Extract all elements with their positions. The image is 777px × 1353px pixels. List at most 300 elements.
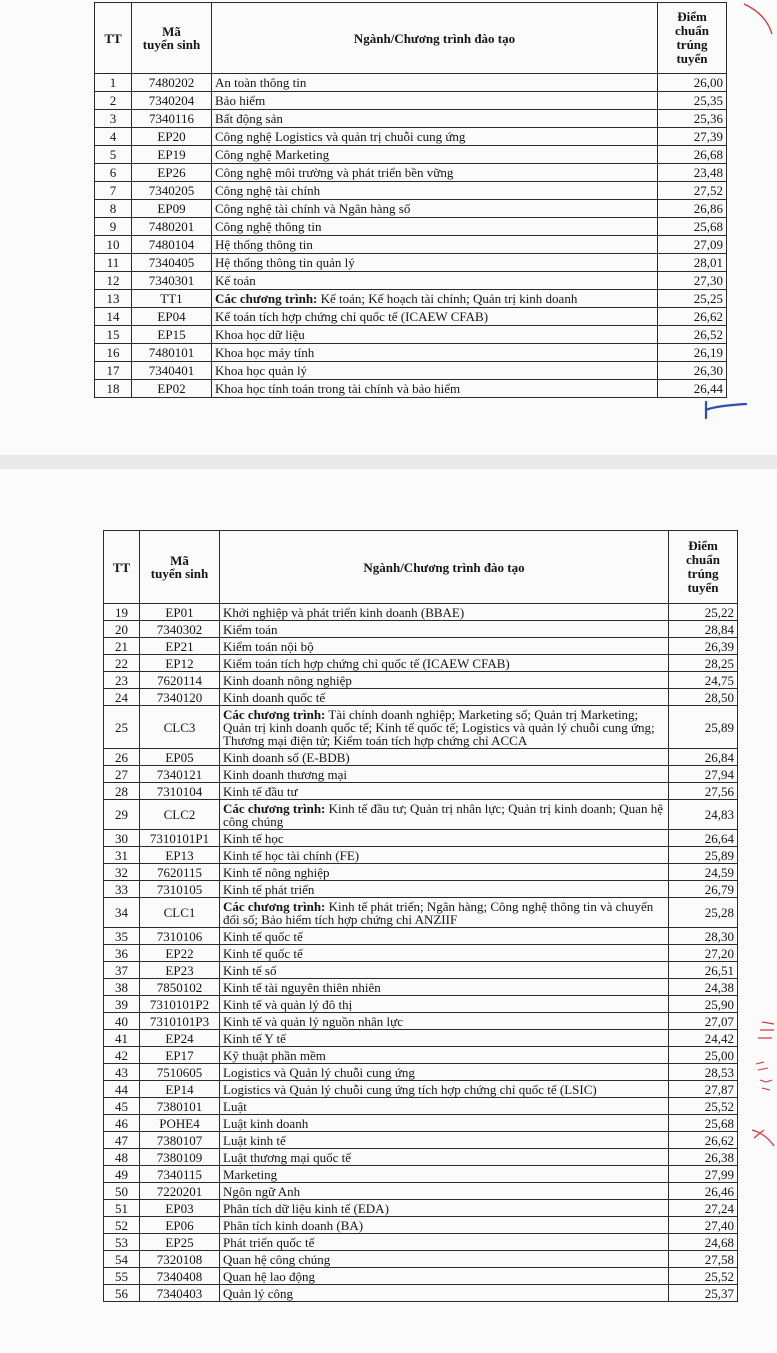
row-score: 28,50	[669, 689, 738, 706]
row-code: 7340301	[132, 272, 212, 290]
row-program: Marketing	[220, 1166, 669, 1183]
row-code: 7380101	[140, 1098, 220, 1115]
row-code: EP12	[140, 655, 220, 672]
page-sheet-1	[0, 0, 777, 455]
row-code: EP13	[140, 847, 220, 864]
row-program: Luật thương mại quốc tế	[220, 1149, 669, 1166]
row-tt: 55	[104, 1268, 140, 1285]
row-score: 24,38	[669, 979, 738, 996]
header-program: Ngành/Chương trình đào tạo	[212, 3, 658, 74]
row-tt: 25	[104, 706, 140, 749]
table-row	[95, 326, 727, 344]
row-tt: 12	[95, 272, 132, 290]
header-program: Ngành/Chương trình đào tạo	[220, 531, 669, 604]
row-program: Phân tích kinh doanh (BA)	[220, 1217, 669, 1234]
row-tt: 37	[104, 962, 140, 979]
table-row	[104, 655, 738, 672]
row-tt: 17	[95, 362, 132, 380]
row-code: EP02	[132, 380, 212, 398]
row-score: 27,94	[669, 766, 738, 783]
table-row	[104, 1200, 738, 1217]
row-program: Kinh tế và quản lý đô thị	[220, 996, 669, 1013]
row-program: Kiểm toán	[220, 621, 669, 638]
table-row	[104, 1268, 738, 1285]
row-code: 7340401	[132, 362, 212, 380]
row-code: EP01	[140, 604, 220, 621]
table-row	[95, 254, 727, 272]
row-code: 7480201	[132, 218, 212, 236]
header-tt: TT	[95, 3, 132, 74]
row-code: 7340408	[140, 1268, 220, 1285]
row-tt: 24	[104, 689, 140, 706]
header-tt: TT	[104, 531, 140, 604]
row-score: 26,30	[658, 362, 727, 380]
row-program: An toàn thông tin	[212, 74, 658, 92]
row-score: 25,35	[658, 92, 727, 110]
row-tt: 21	[104, 638, 140, 655]
header-score: Điểm chuẩn trúng tuyển	[658, 3, 727, 74]
table-row	[104, 604, 738, 621]
row-score: 28,30	[669, 928, 738, 945]
row-program: Luật	[220, 1098, 669, 1115]
row-code: 7620114	[140, 672, 220, 689]
row-code: 7340403	[140, 1285, 220, 1302]
row-code: CLC3	[140, 706, 220, 749]
row-score: 26,79	[669, 881, 738, 898]
row-code: 7340121	[140, 766, 220, 783]
row-tt: 5	[95, 146, 132, 164]
row-score: 27,40	[669, 1217, 738, 1234]
row-tt: 41	[104, 1030, 140, 1047]
program-group-prefix: Các chương trình:	[223, 898, 326, 914]
row-tt: 43	[104, 1064, 140, 1081]
table-header-row	[104, 531, 738, 604]
row-tt: 8	[95, 200, 132, 218]
row-code: 7310101P2	[140, 996, 220, 1013]
row-score: 25,68	[658, 218, 727, 236]
row-code: 7510605	[140, 1064, 220, 1081]
row-code: EP05	[140, 749, 220, 766]
row-program: Khoa học tính toán trong tài chính và bảo hiểm	[212, 380, 658, 398]
row-score: 28,84	[669, 621, 738, 638]
row-score: 27,07	[669, 1013, 738, 1030]
row-code: 7480101	[132, 344, 212, 362]
row-program: Hệ thống thông tin	[212, 236, 658, 254]
row-program: Quản lý công	[220, 1285, 669, 1302]
row-tt: 46	[104, 1115, 140, 1132]
row-score: 26,86	[658, 200, 727, 218]
row-tt: 40	[104, 1013, 140, 1030]
row-tt: 6	[95, 164, 132, 182]
table-row	[104, 766, 738, 783]
row-tt: 31	[104, 847, 140, 864]
row-program: Kế toán	[212, 272, 658, 290]
table-row	[95, 110, 727, 128]
row-tt: 56	[104, 1285, 140, 1302]
red-pen-stroke-icon	[738, 0, 777, 40]
row-program: Kinh tế Y tế	[220, 1030, 669, 1047]
row-tt: 29	[104, 800, 140, 830]
row-tt: 28	[104, 783, 140, 800]
table-row	[104, 864, 738, 881]
row-program: Kiểm toán nội bộ	[220, 638, 669, 655]
row-program: Kiểm toán tích hợp chứng chỉ quốc tế (ICAEW CFAB)	[220, 655, 669, 672]
row-program: Logistics và Quản lý chuỗi cung ứng	[220, 1064, 669, 1081]
row-score: 25,68	[669, 1115, 738, 1132]
row-program: Kế toán tích hợp chứng chỉ quốc tế (ICAEW CFAB)	[212, 308, 658, 326]
table-row	[104, 638, 738, 655]
row-program: Luật kinh doanh	[220, 1115, 669, 1132]
row-code: EP22	[140, 945, 220, 962]
row-score: 26,44	[658, 380, 727, 398]
table-row	[95, 380, 727, 398]
row-score: 27,56	[669, 783, 738, 800]
header-score: Điểm chuẩn trúng tuyển	[669, 531, 738, 604]
table-row	[95, 344, 727, 362]
row-tt: 47	[104, 1132, 140, 1149]
row-tt: 36	[104, 945, 140, 962]
program-group-list: Tài chính doanh nghiệp; Marketing số; Quản trị Marketing; Quản trị kinh doanh quốc tế; Kinh tế quốc tế; Logistics và quản lý chuỗi cung ứng; Thương mại điện tử; Kiểm toán tích hợp chứng chỉ ACCA	[223, 706, 655, 748]
row-code: 7340302	[140, 621, 220, 638]
row-code: 7340205	[132, 182, 212, 200]
row-tt: 33	[104, 881, 140, 898]
row-tt: 51	[104, 1200, 140, 1217]
header-code: Mã tuyển sinh	[132, 3, 212, 74]
row-tt: 16	[95, 344, 132, 362]
row-score: 28,01	[658, 254, 727, 272]
row-code: EP20	[132, 128, 212, 146]
row-program	[212, 290, 658, 308]
row-program: Phân tích dữ liệu kinh tế (EDA)	[220, 1200, 669, 1217]
row-tt: 20	[104, 621, 140, 638]
row-tt: 9	[95, 218, 132, 236]
row-score: 27,39	[658, 128, 727, 146]
row-code: EP09	[132, 200, 212, 218]
row-tt: 49	[104, 1166, 140, 1183]
row-program: Kỹ thuật phần mềm	[220, 1047, 669, 1064]
row-code: 7340405	[132, 254, 212, 272]
row-program: Kinh tế học	[220, 830, 669, 847]
row-score: 24,59	[669, 864, 738, 881]
row-tt: 13	[95, 290, 132, 308]
table-row	[104, 830, 738, 847]
admission-table-2	[103, 530, 738, 1302]
row-program: Kinh tế đầu tư	[220, 783, 669, 800]
row-tt: 30	[104, 830, 140, 847]
row-code: EP14	[140, 1081, 220, 1098]
row-code: 7340115	[140, 1166, 220, 1183]
row-score: 26,62	[658, 308, 727, 326]
table-row	[104, 1081, 738, 1098]
row-score: 25,28	[669, 898, 738, 928]
row-program: Kinh tế phát triển	[220, 881, 669, 898]
row-program: Kinh tế quốc tế	[220, 928, 669, 945]
row-program: Bảo hiểm	[212, 92, 658, 110]
row-score: 27,52	[658, 182, 727, 200]
table-row	[104, 749, 738, 766]
row-program: Quan hệ lao động	[220, 1268, 669, 1285]
row-program: Kinh doanh quốc tế	[220, 689, 669, 706]
row-code: EP04	[132, 308, 212, 326]
row-tt: 39	[104, 996, 140, 1013]
table-row	[104, 621, 738, 638]
program-group-prefix: Các chương trình:	[223, 800, 326, 816]
row-program: Khởi nghiệp và phát triển kinh doanh (BBAE)	[220, 604, 669, 621]
row-score: 27,30	[658, 272, 727, 290]
row-program	[220, 800, 669, 830]
row-code: 7340204	[132, 92, 212, 110]
row-code: 7340116	[132, 110, 212, 128]
table-row	[95, 290, 727, 308]
header-code: Mã tuyển sinh	[140, 531, 220, 604]
table-row	[95, 182, 727, 200]
row-program: Ngôn ngữ Anh	[220, 1183, 669, 1200]
table-row	[104, 881, 738, 898]
row-tt: 18	[95, 380, 132, 398]
row-code: 7480104	[132, 236, 212, 254]
table-row	[95, 164, 727, 182]
table-row	[104, 706, 738, 749]
program-group-list: Kinh tế phát triển; Ngân hàng; Công nghệ thông tin và chuyển đổi số; Bảo hiểm tích hợp chứng chỉ ANZIIF	[223, 898, 654, 927]
row-program: Kinh tế tài nguyên thiên nhiên	[220, 979, 669, 996]
row-program: Hệ thống thông tin quản lý	[212, 254, 658, 272]
row-code: 7310101P1	[140, 830, 220, 847]
row-program: Khoa học dữ liệu	[212, 326, 658, 344]
row-code: 7320108	[140, 1251, 220, 1268]
row-code: EP21	[140, 638, 220, 655]
row-code: EP17	[140, 1047, 220, 1064]
row-tt: 7	[95, 182, 132, 200]
row-score: 26,68	[658, 146, 727, 164]
row-program: Kinh tế số	[220, 962, 669, 979]
row-tt: 10	[95, 236, 132, 254]
row-score: 25,36	[658, 110, 727, 128]
table-row	[104, 945, 738, 962]
table-row	[104, 1098, 738, 1115]
row-score: 24,68	[669, 1234, 738, 1251]
table-row	[95, 200, 727, 218]
row-tt: 48	[104, 1149, 140, 1166]
table-row	[104, 1285, 738, 1302]
row-tt: 38	[104, 979, 140, 996]
row-code: EP24	[140, 1030, 220, 1047]
row-score: 25,52	[669, 1098, 738, 1115]
row-program: Công nghệ Logistics và quản trị chuỗi cung ứng	[212, 128, 658, 146]
row-score: 25,25	[658, 290, 727, 308]
row-code: EP26	[132, 164, 212, 182]
row-program: Công nghệ môi trường và phát triển bền vững	[212, 164, 658, 182]
row-program: Kinh tế học tài chính (FE)	[220, 847, 669, 864]
row-score: 26,46	[669, 1183, 738, 1200]
row-score: 27,24	[669, 1200, 738, 1217]
table-row	[95, 362, 727, 380]
row-program: Kinh tế nông nghiệp	[220, 864, 669, 881]
table-row	[104, 1013, 738, 1030]
table-row	[104, 689, 738, 706]
row-tt: 2	[95, 92, 132, 110]
row-code: 7620115	[140, 864, 220, 881]
table-row	[104, 783, 738, 800]
table-row	[104, 898, 738, 928]
row-program: Logistics và Quản lý chuỗi cung ứng tích hợp chứng chỉ quốc tế (LSIC)	[220, 1081, 669, 1098]
table-row	[95, 92, 727, 110]
row-score: 25,52	[669, 1268, 738, 1285]
table-row	[104, 800, 738, 830]
row-score: 25,00	[669, 1047, 738, 1064]
row-code: POHE4	[140, 1115, 220, 1132]
table-row	[95, 236, 727, 254]
row-score: 27,87	[669, 1081, 738, 1098]
row-code: 7310105	[140, 881, 220, 898]
row-tt: 44	[104, 1081, 140, 1098]
row-code: 7310106	[140, 928, 220, 945]
row-score: 26,38	[669, 1149, 738, 1166]
row-program	[220, 898, 669, 928]
row-code: 7380109	[140, 1149, 220, 1166]
row-code: EP06	[140, 1217, 220, 1234]
row-tt: 34	[104, 898, 140, 928]
row-program: Phát triển quốc tế	[220, 1234, 669, 1251]
row-score: 24,42	[669, 1030, 738, 1047]
row-tt: 15	[95, 326, 132, 344]
row-code: EP23	[140, 962, 220, 979]
row-program: Luật kinh tế	[220, 1132, 669, 1149]
row-code: 7340120	[140, 689, 220, 706]
table-row	[104, 672, 738, 689]
row-program: Khoa học máy tính	[212, 344, 658, 362]
table-row	[104, 1183, 738, 1200]
table-header-row	[95, 3, 727, 74]
row-tt: 23	[104, 672, 140, 689]
row-code: CLC2	[140, 800, 220, 830]
row-program: Kinh doanh thương mại	[220, 766, 669, 783]
handwritten-mark-icon	[700, 398, 750, 420]
table-row	[95, 308, 727, 326]
row-score: 25,89	[669, 847, 738, 864]
row-code: 7310104	[140, 783, 220, 800]
row-score: 25,37	[669, 1285, 738, 1302]
row-program: Kinh doanh nông nghiệp	[220, 672, 669, 689]
row-score: 26,52	[658, 326, 727, 344]
row-score: 24,83	[669, 800, 738, 830]
row-tt: 22	[104, 655, 140, 672]
row-code: EP15	[132, 326, 212, 344]
row-code: 7220201	[140, 1183, 220, 1200]
table-row	[104, 1132, 738, 1149]
row-program: Công nghệ tài chính	[212, 182, 658, 200]
table-row	[95, 218, 727, 236]
row-program: Quan hệ công chúng	[220, 1251, 669, 1268]
program-group-prefix: Các chương trình:	[215, 291, 318, 306]
row-score: 25,90	[669, 996, 738, 1013]
program-group-prefix: Các chương trình:	[223, 706, 326, 722]
row-code: 7380107	[140, 1132, 220, 1149]
row-code: EP25	[140, 1234, 220, 1251]
row-score: 26,51	[669, 962, 738, 979]
row-tt: 4	[95, 128, 132, 146]
row-score: 27,20	[669, 945, 738, 962]
table-row	[104, 847, 738, 864]
row-score: 26,00	[658, 74, 727, 92]
table-row	[104, 1064, 738, 1081]
program-group-list: Kế toán; Kế hoạch tài chính; Quản trị kinh doanh	[317, 291, 578, 306]
table-row	[104, 1217, 738, 1234]
row-program: Khoa học quản lý	[212, 362, 658, 380]
row-score: 26,19	[658, 344, 727, 362]
row-score: 27,09	[658, 236, 727, 254]
row-score: 25,89	[669, 706, 738, 749]
row-code: TT1	[132, 290, 212, 308]
row-score: 26,62	[669, 1132, 738, 1149]
admission-table-1	[94, 2, 727, 398]
row-program: Kinh tế quốc tế	[220, 945, 669, 962]
row-score: 23,48	[658, 164, 727, 182]
row-tt: 19	[104, 604, 140, 621]
row-program: Bất động sản	[212, 110, 658, 128]
row-program	[220, 706, 669, 749]
row-tt: 35	[104, 928, 140, 945]
row-program: Kinh tế và quản lý nguồn nhân lực	[220, 1013, 669, 1030]
program-group-list: Kinh tế đầu tư; Quản trị nhân lực; Quản trị kinh doanh; Quan hệ công chúng	[223, 800, 663, 829]
row-tt: 11	[95, 254, 132, 272]
row-tt: 26	[104, 749, 140, 766]
table-row	[104, 1115, 738, 1132]
table-row	[104, 1234, 738, 1251]
row-program: Công nghệ thông tin	[212, 218, 658, 236]
table-row	[104, 979, 738, 996]
row-tt: 14	[95, 308, 132, 326]
table-row	[95, 146, 727, 164]
row-tt: 54	[104, 1251, 140, 1268]
row-tt: 45	[104, 1098, 140, 1115]
row-program: Công nghệ Marketing	[212, 146, 658, 164]
row-program: Công nghệ tài chính và Ngân hàng số	[212, 200, 658, 218]
table-row	[104, 962, 738, 979]
row-tt: 53	[104, 1234, 140, 1251]
row-code: EP03	[140, 1200, 220, 1217]
table-row	[104, 1166, 738, 1183]
row-tt: 42	[104, 1047, 140, 1064]
table-row	[95, 128, 727, 146]
table-row	[95, 74, 727, 92]
row-code: 7480202	[132, 74, 212, 92]
row-code: EP19	[132, 146, 212, 164]
row-score: 28,53	[669, 1064, 738, 1081]
table-row	[104, 1251, 738, 1268]
table-row	[104, 928, 738, 945]
row-score: 26,39	[669, 638, 738, 655]
row-score: 24,75	[669, 672, 738, 689]
table-row	[104, 1030, 738, 1047]
row-code: 7850102	[140, 979, 220, 996]
row-score: 26,84	[669, 749, 738, 766]
row-score: 27,99	[669, 1166, 738, 1183]
table-row	[104, 1047, 738, 1064]
row-code: CLC1	[140, 898, 220, 928]
row-program: Kinh doanh số (E-BDB)	[220, 749, 669, 766]
row-tt: 50	[104, 1183, 140, 1200]
table-row	[104, 1149, 738, 1166]
row-score: 28,25	[669, 655, 738, 672]
row-score: 25,22	[669, 604, 738, 621]
row-tt: 3	[95, 110, 132, 128]
row-tt: 27	[104, 766, 140, 783]
row-tt: 32	[104, 864, 140, 881]
table-row	[95, 272, 727, 290]
row-tt: 1	[95, 74, 132, 92]
row-code: 7310101P3	[140, 1013, 220, 1030]
row-score: 27,58	[669, 1251, 738, 1268]
